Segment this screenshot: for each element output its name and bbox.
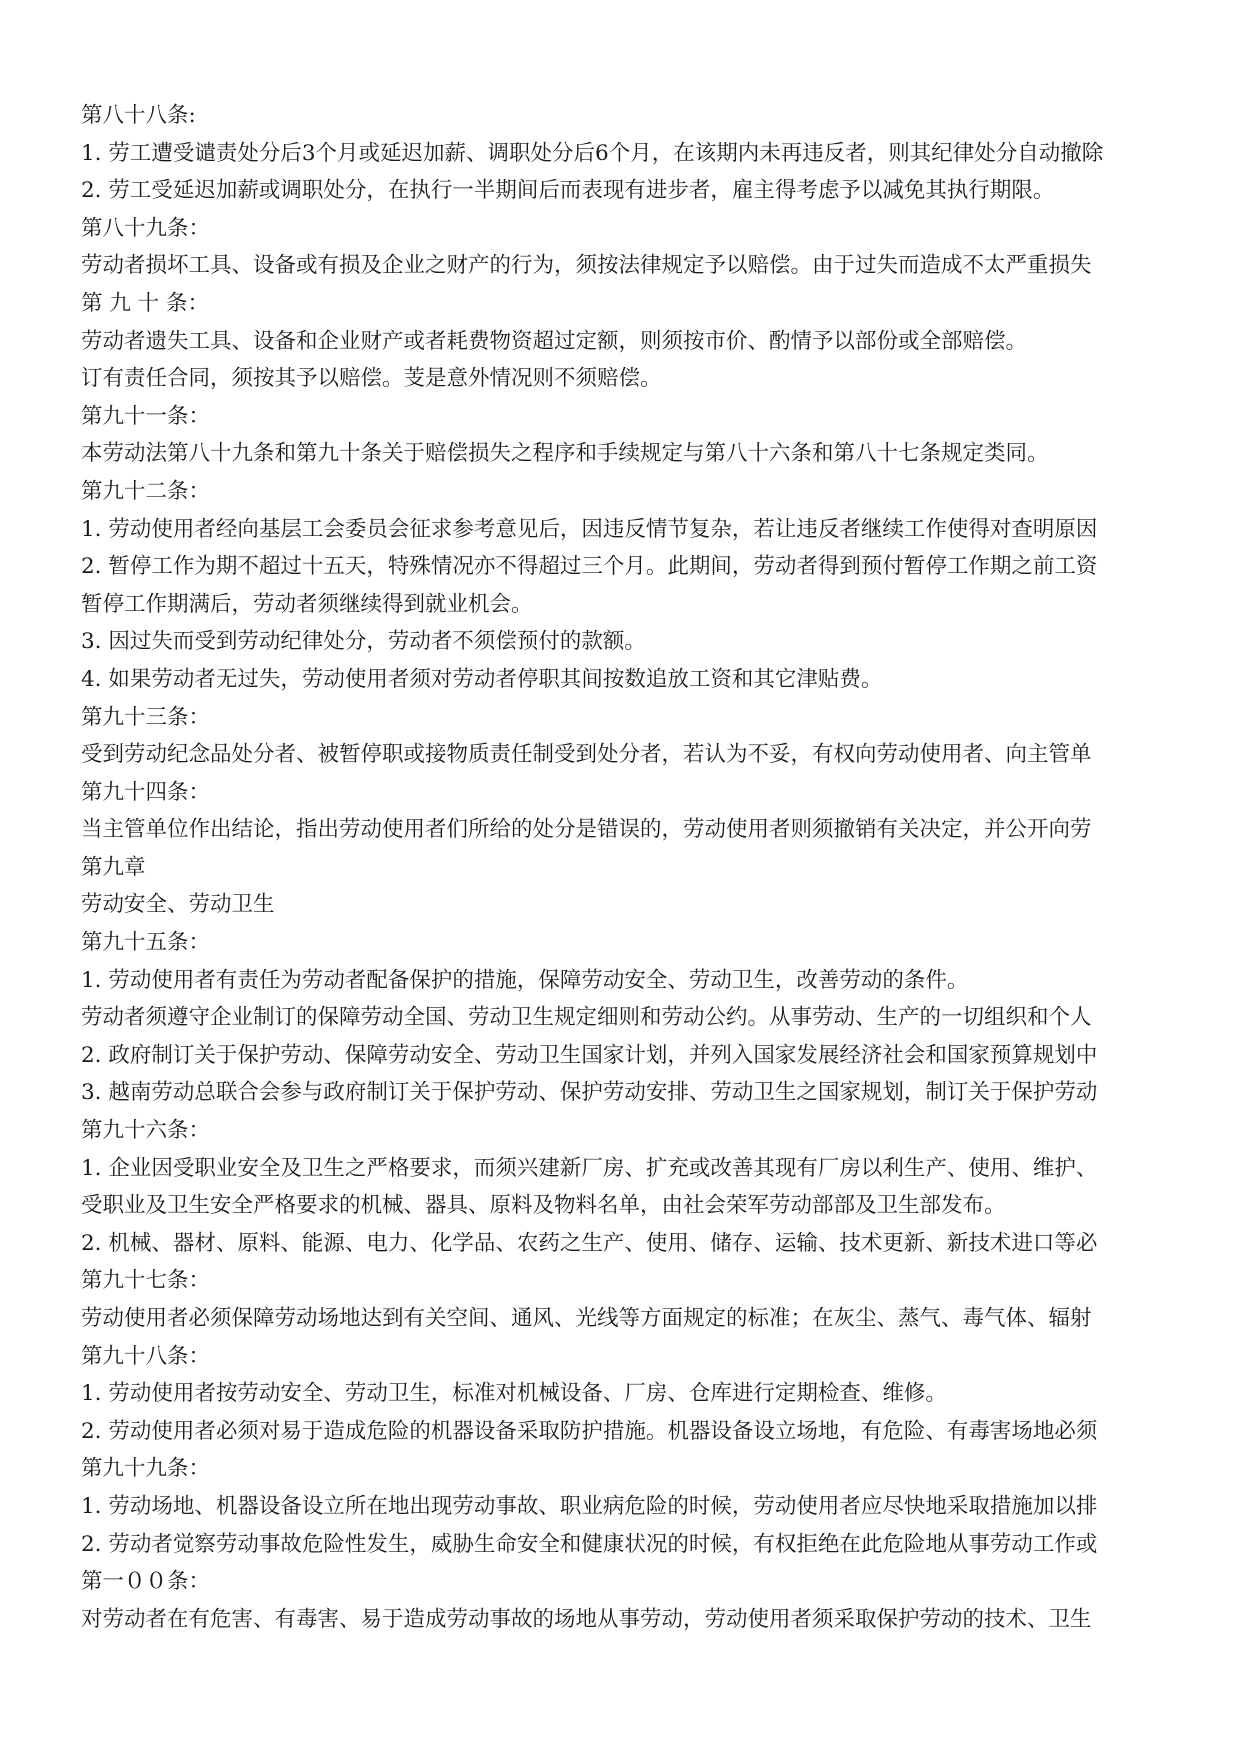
paragraph-line: 2. 劳动者觉察劳动事故危险性发生，威胁生命安全和健康状况的时候，有权拒绝在此危险地从事劳动工作或: [81, 1531, 1098, 1557]
paragraph-line: 1. 劳动场地、机器设备设立所在地出现劳动事故、职业病危险的时候，劳动使用者应尽快地采取措施加以排: [81, 1493, 1098, 1519]
article-heading: 第九十五条：: [81, 930, 211, 956]
paragraph-line: 2. 机械、器材、原料、能源、电力、化学品、农药之生产、使用、储存、运输、技术更新、新技术进口等必: [81, 1230, 1098, 1256]
paragraph-line: 1. 劳动使用者有责任为劳动者配备保护的措施，保障劳动安全、劳动卫生，改善劳动的条件。: [81, 967, 969, 993]
document-page: [81, 97, 1241, 1638]
article-heading: 第一００条：: [81, 1569, 211, 1595]
paragraph-line: 2. 劳工受延迟加薪或调职处分，在执行一半期间后而表现有进步者，雇主得考虑予以减免其执行期限。: [81, 178, 1055, 204]
paragraph-line: 2. 暂停工作为期不超过十五天，特殊情况亦不得超过三个月。此期间，劳动者得到预付暂停工作期之前工资: [81, 554, 1098, 580]
paragraph-line: 3. 越南劳动总联合会参与政府制订关于保护劳动、保护劳动安排、劳动卫生之国家规划，制订关于保护劳动: [81, 1080, 1098, 1106]
article-heading: 第九十七条：: [81, 1268, 211, 1294]
paragraph-line: 劳动使用者必须保障劳动场地达到有关空间、通风、光线等方面规定的标准；在灰尘、蒸气、毒气体、辐射: [81, 1306, 1092, 1331]
article-heading: 第八十八条:: [81, 103, 196, 128]
article-heading: 第九十六条：: [81, 1118, 211, 1144]
paragraph-line: 订有责任合同，须按其予以赔偿。芰是意外情况则不须赔偿。: [81, 366, 662, 392]
paragraph-line: 1. 劳动使用者按劳动安全、劳动卫生，标准对机械设备、厂房、仓库进行定期检查、维修。: [81, 1381, 947, 1407]
chapter-title: 劳动安全、劳动卫生: [81, 892, 275, 918]
article-heading: 第九十二条：: [81, 478, 211, 504]
chapter-heading: 第九章: [81, 854, 146, 880]
paragraph-line: 1. 劳工遭受谴责处分后3个月或延迟加薪、调职处分后6个月，在该期内未再违反者，则其纪律处分自动撤除: [81, 140, 1104, 166]
article-heading: 第九十八条：: [81, 1343, 211, 1369]
paragraph-line: 3. 因过失而受到劳动纪律处分，劳动者不须偿预付的款额。: [81, 629, 646, 655]
article-heading: 第 九 十 条：: [81, 290, 210, 316]
paragraph-line: 2. 政府制订关于保护劳动、保障劳动安全、劳动卫生国家计划，并列入国家发展经济社会和国家预算规划中: [81, 1042, 1098, 1068]
article-heading: 第八十九条：: [81, 215, 211, 241]
article-heading: 第九十一条：: [81, 403, 211, 429]
paragraph-line: 劳动者须遵守企业制订的保障劳动全国、劳动卫生规定细则和劳动公约。从事劳动、生产的一切组织和个人: [81, 1005, 1092, 1031]
paragraph-line: 劳动者损坏工具、设备或有损及企业之财产的行为，须按法律规定予以赔偿。由于过失而造成不太严重损失: [81, 253, 1092, 279]
article-heading: 第九十九条：: [81, 1456, 211, 1482]
paragraph-line: 受到劳动纪念品处分者、被暂停职或接物质责任制受到处分者，若认为不妥，有权向劳动使用者、向主管单: [81, 742, 1092, 768]
paragraph-line: 本劳动法第八十九条和第九十条关于赔偿损失之程序和手续规定与第八十六条和第八十七条规定类同。: [81, 441, 1049, 467]
paragraph-line: 受职业及卫生安全严格要求的机械、器具、原料及物料名单，由社会荣军劳动部部及卫生部发布。: [81, 1193, 1006, 1219]
paragraph-line: 1. 劳动使用者经向基层工会委员会征求参考意见后，因违反情节复杂，若让违反者继续工作使得对查明原因: [81, 516, 1098, 542]
paragraph-line: 4. 如果劳动者无过失，劳动使用者须对劳动者停职其间按数追放工资和其它津贴费。: [81, 666, 883, 692]
article-heading: 第九十三条：: [81, 704, 211, 730]
paragraph-line: 1. 企业因受职业安全及卫生之严格要求，而须兴建新厂房、扩充或改善其现有厂房以利生产、使用、维护、: [81, 1155, 1098, 1181]
paragraph-line: 当主管单位作出结论，指出劳动使用者们所给的处分是错误的，劳动使用者则须撤销有关决定，并公开向劳: [81, 817, 1092, 843]
paragraph-line: 2. 劳动使用者必须对易于造成危险的机器设备采取防护措施。机器设备设立场地，有危险、有毒害场地必须: [81, 1418, 1098, 1444]
paragraph-line: 对劳动者在有危害、有毒害、易于造成劳动事故的场地从事劳动，劳动使用者须采取保护劳动的技术、卫生: [81, 1606, 1092, 1632]
paragraph-line: 暂停工作期满后，劳动者须继续得到就业机会。: [81, 591, 533, 617]
article-heading: 第九十四条：: [81, 779, 211, 805]
paragraph-line: 劳动者遗失工具、设备和企业财产或者耗费物资超过定额，则须按市价、酌情予以部份或全部赔偿。: [81, 328, 1028, 354]
